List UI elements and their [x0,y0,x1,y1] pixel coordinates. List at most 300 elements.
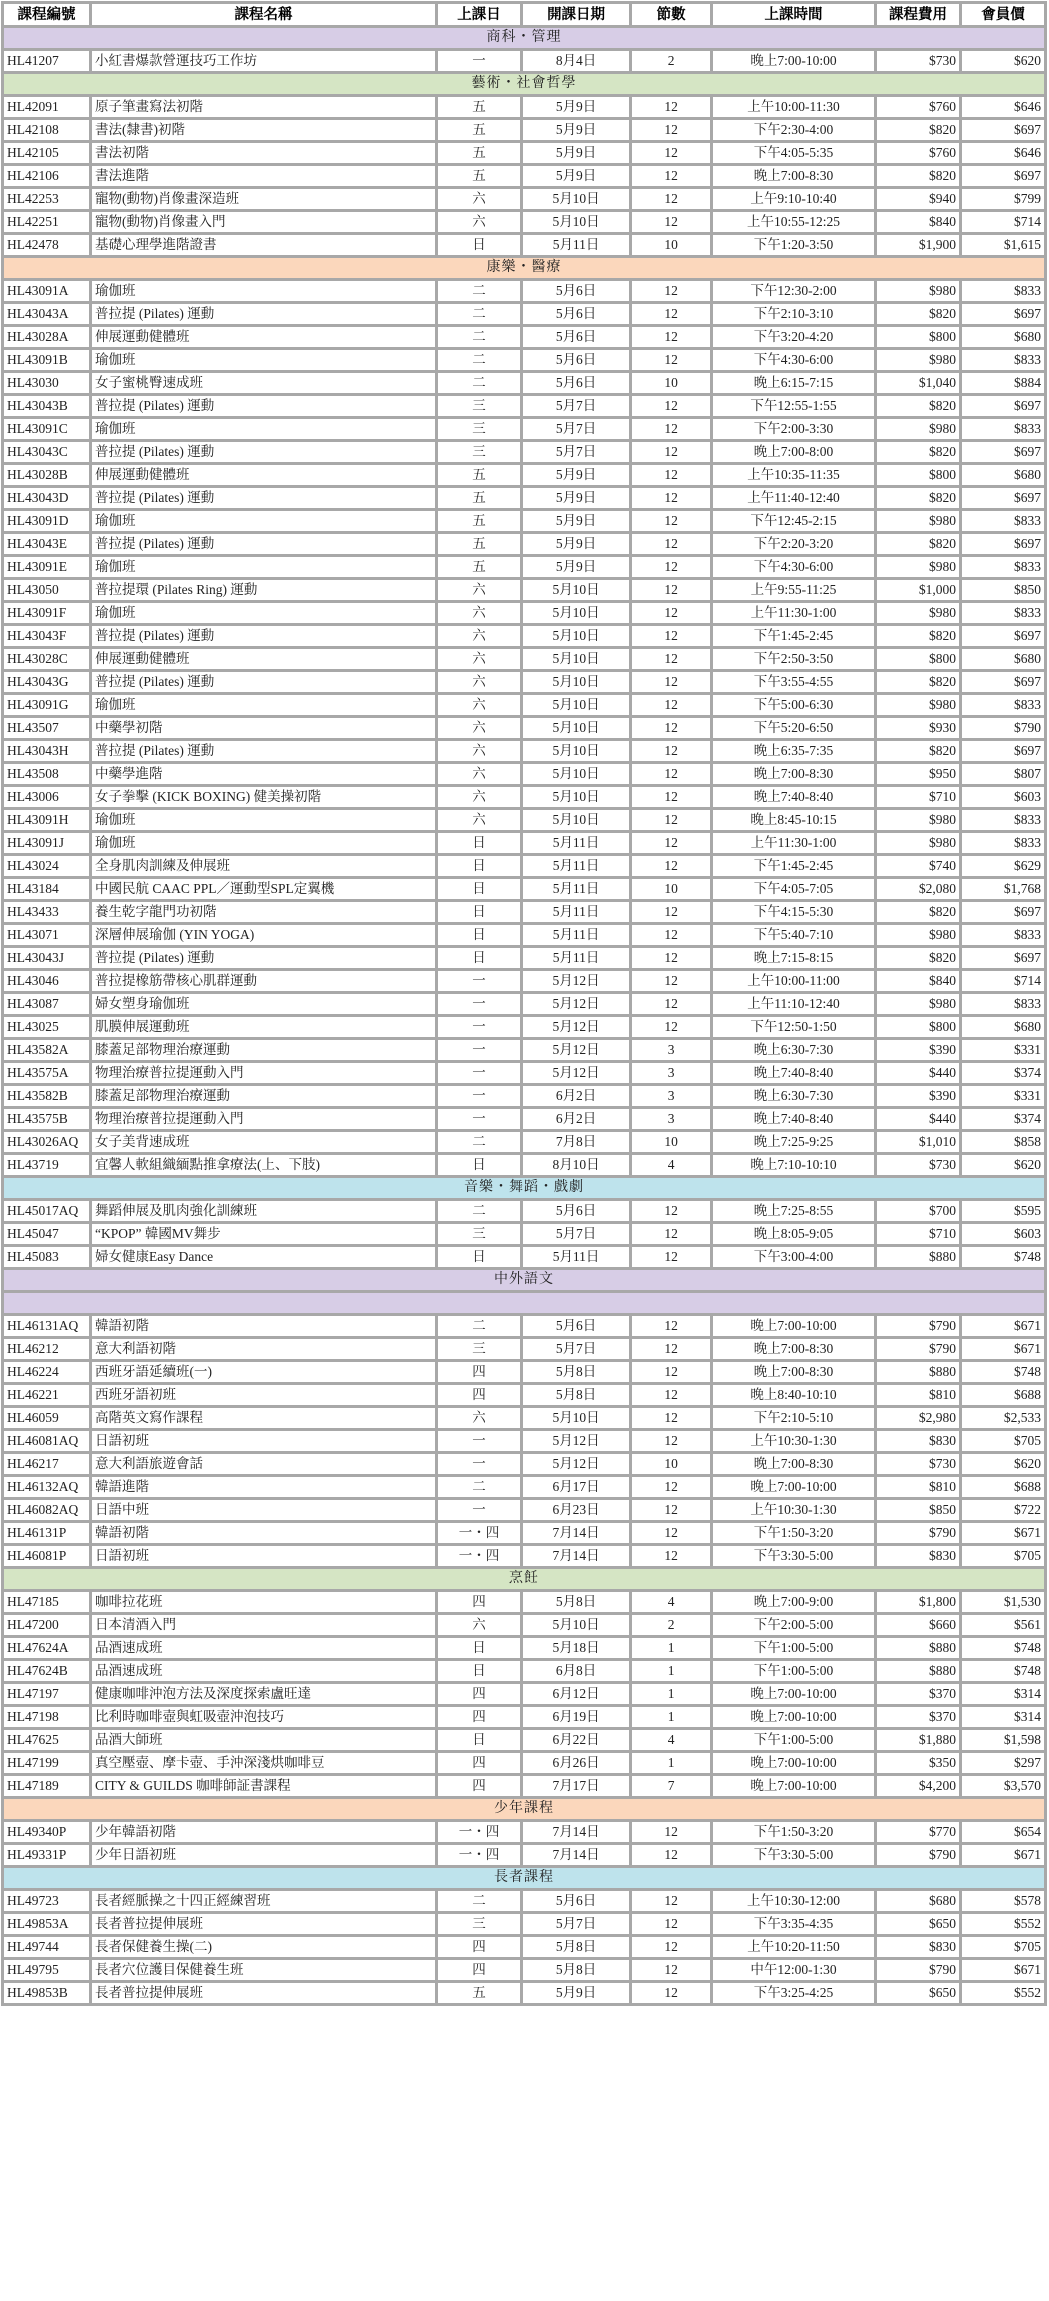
sessions-cell: 12 [631,441,712,464]
course-fee-cell: $880 [875,1637,960,1660]
member-price-cell: $297 [960,1752,1045,1775]
class-day-cell: 三 [436,1338,521,1361]
start-date-cell: 5月12日 [521,993,630,1016]
course-code-cell: HL43028B [3,464,91,487]
course-name-cell: 小紅書爆款營運技巧工作坊 [91,50,437,73]
sessions-cell: 3 [631,1108,712,1131]
course-fee-cell: $650 [875,1982,960,2005]
class-day-cell: 六 [436,763,521,786]
course-name-cell: 日語中班 [91,1499,437,1522]
table-row [3,1844,1046,1867]
course-name-cell: 瑜伽班 [91,832,437,855]
table-row [3,1246,1046,1269]
member-price-cell: $552 [960,1982,1045,2005]
member-price-cell: $705 [960,1430,1045,1453]
course-name-cell: 品酒速成班 [91,1660,437,1683]
class-time-cell: 下午1:00-5:00 [712,1729,876,1752]
course-code-cell: HL42251 [3,211,91,234]
class-time-cell: 下午12:30-2:00 [712,280,876,303]
class-day-cell: 二 [436,280,521,303]
course-fee-cell: $370 [875,1683,960,1706]
course-fee-cell: $980 [875,349,960,372]
course-fee-cell: $820 [875,901,960,924]
class-day-cell: 日 [436,1729,521,1752]
start-date-cell: 6月22日 [521,1729,630,1752]
member-price-cell: $833 [960,993,1045,1016]
class-time-cell: 晚上6:35-7:35 [712,740,876,763]
table-row [3,1085,1046,1108]
start-date-cell: 5月11日 [521,1246,630,1269]
member-price-cell: $697 [960,740,1045,763]
course-name-cell: 日語初班 [91,1430,437,1453]
table-row [3,763,1046,786]
member-price-cell: $722 [960,1499,1045,1522]
start-date-cell: 8月10日 [521,1154,630,1177]
course-fee-cell: $840 [875,970,960,993]
table-row [3,165,1046,188]
class-time-cell: 下午3:35-4:35 [712,1913,876,1936]
course-fee-cell: $650 [875,1913,960,1936]
course-code-cell: HL45017AQ [3,1200,91,1223]
course-code-cell: HL47200 [3,1614,91,1637]
course-name-cell: 健康咖啡沖泡方法及深度探索盧旺達 [91,1683,437,1706]
course-name-cell: 日本清酒入門 [91,1614,437,1637]
sessions-cell: 12 [631,809,712,832]
course-name-cell: 長者穴位護目保健養生班 [91,1959,437,1982]
start-date-cell: 5月8日 [521,1591,630,1614]
member-price-cell: $748 [960,1660,1045,1683]
sessions-cell: 12 [631,395,712,418]
sessions-cell: 12 [631,1200,712,1223]
class-day-cell: 五 [436,487,521,510]
member-price-cell: $833 [960,809,1045,832]
table-row [3,234,1046,257]
class-day-cell: 五 [436,96,521,119]
course-fee-cell: $820 [875,671,960,694]
table-row [3,1453,1046,1476]
course-name-cell: 意大利語初階 [91,1338,437,1361]
course-name-cell: 宜馨人軟組織緬點推拿療法(上、下肢) [91,1154,437,1177]
category-title: 康樂・醫療 [3,257,1046,280]
sessions-cell: 3 [631,1039,712,1062]
course-code-cell: HL49795 [3,1959,91,1982]
member-price-cell: $552 [960,1913,1045,1936]
course-name-cell: 普拉提 (Pilates) 運動 [91,487,437,510]
table-row [3,648,1046,671]
course-name-cell: 婦女塑身瑜伽班 [91,993,437,1016]
table-row [3,1016,1046,1039]
course-code-cell: HL43024 [3,855,91,878]
course-name-cell: 瑜伽班 [91,280,437,303]
course-code-cell: HL47198 [3,1706,91,1729]
course-name-cell: 瑜伽班 [91,418,437,441]
table-row [3,1476,1046,1499]
class-day-cell: 六 [436,625,521,648]
start-date-cell: 8月4日 [521,50,630,73]
course-fee-cell: $820 [875,395,960,418]
sessions-cell: 12 [631,1821,712,1844]
class-day-cell: 六 [436,188,521,211]
member-price-cell: $833 [960,280,1045,303]
start-date-cell: 7月14日 [521,1821,630,1844]
course-code-cell: HL47625 [3,1729,91,1752]
class-time-cell: 上午11:40-12:40 [712,487,876,510]
course-code-cell: HL42106 [3,165,91,188]
course-fee-cell: $800 [875,648,960,671]
class-time-cell: 晚上7:40-8:40 [712,1108,876,1131]
class-time-cell: 晚上7:00-8:30 [712,763,876,786]
class-day-cell: 一 [436,993,521,1016]
course-name-cell: 咖啡拉花班 [91,1591,437,1614]
course-code-cell: HL45047 [3,1223,91,1246]
class-day-cell: 六 [436,786,521,809]
table-row [3,211,1046,234]
start-date-cell: 5月9日 [521,487,630,510]
member-price-cell: $697 [960,441,1045,464]
start-date-cell: 5月7日 [521,418,630,441]
sessions-cell: 12 [631,1338,712,1361]
class-day-cell: 一 [436,1453,521,1476]
class-time-cell: 晚上8:40-10:10 [712,1384,876,1407]
class-time-cell: 晚上7:00-8:30 [712,1361,876,1384]
course-code-cell: HL46132AQ [3,1476,91,1499]
table-row [3,1821,1046,1844]
course-fee-cell: $730 [875,50,960,73]
member-price-cell: $705 [960,1545,1045,1568]
start-date-cell: 6月26日 [521,1752,630,1775]
sessions-cell: 12 [631,510,712,533]
member-price-cell: $620 [960,1154,1045,1177]
member-price-cell: $671 [960,1338,1045,1361]
class-time-cell: 晚上7:00-9:00 [712,1591,876,1614]
sessions-cell: 12 [631,602,712,625]
start-date-cell: 5月11日 [521,878,630,901]
class-time-cell: 晚上6:30-7:30 [712,1039,876,1062]
course-name-cell: 寵物(動物)肖像畫深造班 [91,188,437,211]
course-name-cell: 普拉提 (Pilates) 運動 [91,395,437,418]
class-day-cell: 四 [436,1591,521,1614]
class-time-cell: 下午3:20-4:20 [712,326,876,349]
start-date-cell: 5月12日 [521,970,630,993]
member-price-cell: $1,598 [960,1729,1045,1752]
course-fee-cell: $4,200 [875,1775,960,1798]
category-title: 長者課程 [3,1867,1046,1890]
start-date-cell: 6月2日 [521,1108,630,1131]
table-row [3,993,1046,1016]
member-price-cell: $331 [960,1039,1045,1062]
class-time-cell: 晚上7:00-8:00 [712,441,876,464]
course-name-cell: 品酒大師班 [91,1729,437,1752]
course-name-cell: 婦女健康Easy Dance [91,1246,437,1269]
course-name-cell: “KPOP” 韓國MV舞步 [91,1223,437,1246]
table-row [3,441,1046,464]
table-row [3,1062,1046,1085]
class-time-cell: 晚上7:00-10:00 [712,1315,876,1338]
class-time-cell: 下午3:00-4:00 [712,1246,876,1269]
class-time-cell: 下午3:30-5:00 [712,1545,876,1568]
member-price-cell: $697 [960,901,1045,924]
course-fee-cell: $740 [875,855,960,878]
table-row [3,924,1046,947]
course-name-cell: 西班牙語初班 [91,1384,437,1407]
member-price-cell: $374 [960,1062,1045,1085]
class-day-cell: 五 [436,165,521,188]
class-time-cell: 晚上7:40-8:40 [712,1062,876,1085]
table-row [3,1200,1046,1223]
course-name-cell: 普拉提 (Pilates) 運動 [91,533,437,556]
start-date-cell: 6月17日 [521,1476,630,1499]
course-fee-cell: $710 [875,1223,960,1246]
course-code-cell: HL43091B [3,349,91,372]
sessions-cell: 12 [631,763,712,786]
category-row [3,27,1046,50]
course-fee-cell: $810 [875,1384,960,1407]
start-date-cell: 5月6日 [521,280,630,303]
header-sessions: 節數 [631,3,712,27]
category-row [3,1798,1046,1821]
course-fee-cell: $800 [875,326,960,349]
sessions-cell: 12 [631,855,712,878]
class-day-cell: 一 [436,1430,521,1453]
course-name-cell: 真空壓壺、摩卡壺、手沖深淺烘咖啡豆 [91,1752,437,1775]
sessions-cell: 12 [631,1499,712,1522]
category-title: 少年課程 [3,1798,1046,1821]
course-name-cell: 少年韓語初階 [91,1821,437,1844]
class-time-cell: 下午2:50-3:50 [712,648,876,671]
start-date-cell: 5月7日 [521,1338,630,1361]
sessions-cell: 12 [631,924,712,947]
member-price-cell: $561 [960,1614,1045,1637]
class-day-cell: 一 [436,1085,521,1108]
sessions-cell: 12 [631,303,712,326]
table-row [3,694,1046,717]
start-date-cell: 5月11日 [521,234,630,257]
member-price-cell: $799 [960,188,1045,211]
member-price-cell: $595 [960,1200,1045,1223]
sessions-cell: 12 [631,1936,712,1959]
table-row [3,1430,1046,1453]
category-title: 音樂・舞蹈・戲劇 [3,1177,1046,1200]
category-title: 藝術・社會哲學 [3,73,1046,96]
course-name-cell: CITY & GUILDS 咖啡師証書課程 [91,1775,437,1798]
member-price-cell: $680 [960,464,1045,487]
member-price-cell: $629 [960,855,1045,878]
course-fee-cell: $770 [875,1821,960,1844]
class-day-cell: 一 [436,970,521,993]
start-date-cell: 5月10日 [521,1407,630,1430]
course-code-cell: HL43575B [3,1108,91,1131]
course-code-cell: HL43028C [3,648,91,671]
class-time-cell: 晚上7:00-10:00 [712,1752,876,1775]
course-code-cell: HL42253 [3,188,91,211]
course-code-cell: HL46081AQ [3,1430,91,1453]
sessions-cell: 12 [631,165,712,188]
member-price-cell: $748 [960,1361,1045,1384]
member-price-cell: $314 [960,1706,1045,1729]
class-day-cell: 四 [436,1361,521,1384]
class-time-cell: 下午3:25-4:25 [712,1982,876,2005]
start-date-cell: 5月7日 [521,395,630,418]
sessions-cell: 12 [631,280,712,303]
class-day-cell: 一 [436,50,521,73]
class-day-cell: 日 [436,855,521,878]
course-fee-cell: $800 [875,1016,960,1039]
start-date-cell: 5月8日 [521,1959,630,1982]
sessions-cell: 12 [631,188,712,211]
course-code-cell: HL47624B [3,1660,91,1683]
header-course-name: 課程名稱 [91,3,437,27]
course-fee-cell: $350 [875,1752,960,1775]
sessions-cell: 12 [631,1545,712,1568]
course-fee-cell: $440 [875,1062,960,1085]
table-row [3,142,1046,165]
class-time-cell: 晚上6:30-7:30 [712,1085,876,1108]
class-day-cell: 六 [436,579,521,602]
start-date-cell: 5月10日 [521,717,630,740]
table-row [3,878,1046,901]
course-code-cell: HL47197 [3,1683,91,1706]
class-day-cell: 四 [436,1775,521,1798]
course-fee-cell: $820 [875,303,960,326]
sessions-cell: 1 [631,1706,712,1729]
sessions-cell: 3 [631,1085,712,1108]
category-spacer [3,1292,1046,1315]
start-date-cell: 5月10日 [521,786,630,809]
header-class-day: 上課日 [436,3,521,27]
course-code-cell: HL43091E [3,556,91,579]
sessions-cell: 12 [631,1522,712,1545]
course-name-cell: 膝蓋足部物理治療運動 [91,1085,437,1108]
course-fee-cell: $790 [875,1844,960,1867]
sessions-cell: 12 [631,694,712,717]
class-time-cell: 上午11:10-12:40 [712,993,876,1016]
course-fee-cell: $790 [875,1338,960,1361]
member-price-cell: $603 [960,1223,1045,1246]
start-date-cell: 5月10日 [521,648,630,671]
sessions-cell: 1 [631,1637,712,1660]
course-fee-cell: $830 [875,1545,960,1568]
course-name-cell: 原子筆畫寫法初階 [91,96,437,119]
course-fee-cell: $820 [875,487,960,510]
table-row [3,533,1046,556]
sessions-cell: 12 [631,1982,712,2005]
start-date-cell: 5月8日 [521,1384,630,1407]
course-code-cell: HL43091H [3,809,91,832]
sessions-cell: 12 [631,717,712,740]
class-day-cell: 二 [436,326,521,349]
course-fee-cell: $1,900 [875,234,960,257]
course-fee-cell: $980 [875,694,960,717]
member-price-cell: $833 [960,924,1045,947]
sessions-cell: 4 [631,1729,712,1752]
class-time-cell: 晚上7:10-10:10 [712,1154,876,1177]
table-row [3,1522,1046,1545]
table-row [3,1683,1046,1706]
start-date-cell: 5月9日 [521,142,630,165]
start-date-cell: 5月10日 [521,694,630,717]
class-time-cell: 下午2:00-3:30 [712,418,876,441]
member-price-cell: $833 [960,349,1045,372]
course-code-cell: HL43071 [3,924,91,947]
course-fee-cell: $2,080 [875,878,960,901]
member-price-cell: $714 [960,211,1045,234]
course-code-cell: HL43028A [3,326,91,349]
start-date-cell: 5月10日 [521,579,630,602]
course-name-cell: 舞蹈伸展及肌肉強化訓練班 [91,1200,437,1223]
class-day-cell: 日 [436,1660,521,1683]
course-name-cell: 女子美背速成班 [91,1131,437,1154]
course-name-cell: 書法進階 [91,165,437,188]
class-time-cell: 晚上8:45-10:15 [712,809,876,832]
table-row [3,1315,1046,1338]
course-name-cell: 女子拳擊 (KICK BOXING) 健美操初階 [91,786,437,809]
course-code-cell: HL46221 [3,1384,91,1407]
class-day-cell: 一 [436,1016,521,1039]
sessions-cell: 1 [631,1683,712,1706]
table-row [3,809,1046,832]
course-name-cell: 韓語初階 [91,1522,437,1545]
category-row [3,1269,1046,1292]
class-time-cell: 晚上7:00-10:00 [712,1775,876,1798]
table-row [3,1752,1046,1775]
course-name-cell: 品酒速成班 [91,1637,437,1660]
course-code-cell: HL43091A [3,280,91,303]
member-price-cell: $620 [960,50,1045,73]
course-name-cell: 瑜伽班 [91,556,437,579]
category-row [3,1867,1046,1890]
start-date-cell: 5月11日 [521,924,630,947]
table-row [3,487,1046,510]
table-row [3,1913,1046,1936]
class-time-cell: 晚上7:25-8:55 [712,1200,876,1223]
course-fee-cell: $1,880 [875,1729,960,1752]
course-fee-cell: $1,040 [875,372,960,395]
category-title: 中外語文 [3,1269,1046,1292]
course-code-cell: HL43043F [3,625,91,648]
class-day-cell: 日 [436,878,521,901]
member-price-cell: $1,768 [960,878,1045,901]
table-row [3,1591,1046,1614]
class-day-cell: 日 [436,1154,521,1177]
sessions-cell: 3 [631,1062,712,1085]
member-price-cell: $790 [960,717,1045,740]
course-fee-cell: $880 [875,1660,960,1683]
class-day-cell: 六 [436,717,521,740]
course-name-cell: 膝蓋足部物理治療運動 [91,1039,437,1062]
class-day-cell: 六 [436,694,521,717]
category-title: 商科・管理 [3,27,1046,50]
course-code-cell: HL49853A [3,1913,91,1936]
table-row [3,1108,1046,1131]
class-day-cell: 三 [436,441,521,464]
sessions-cell: 7 [631,1775,712,1798]
course-name-cell: 中國民航 CAAC PPL／運動型SPL定翼機 [91,878,437,901]
class-time-cell: 下午2:00-5:00 [712,1614,876,1637]
class-day-cell: 二 [436,303,521,326]
class-time-cell: 晚上7:00-10:00 [712,1706,876,1729]
start-date-cell: 7月17日 [521,1775,630,1798]
class-time-cell: 晚上7:00-10:00 [712,50,876,73]
course-fee-cell: $810 [875,1476,960,1499]
table-row [3,947,1046,970]
course-code-cell: HL43091F [3,602,91,625]
course-name-cell: 意大利語旅遊會話 [91,1453,437,1476]
table-row [3,786,1046,809]
class-time-cell: 下午2:10-3:10 [712,303,876,326]
class-time-cell: 下午12:45-2:15 [712,510,876,533]
course-fee-cell: $820 [875,533,960,556]
course-code-cell: HL49340P [3,1821,91,1844]
